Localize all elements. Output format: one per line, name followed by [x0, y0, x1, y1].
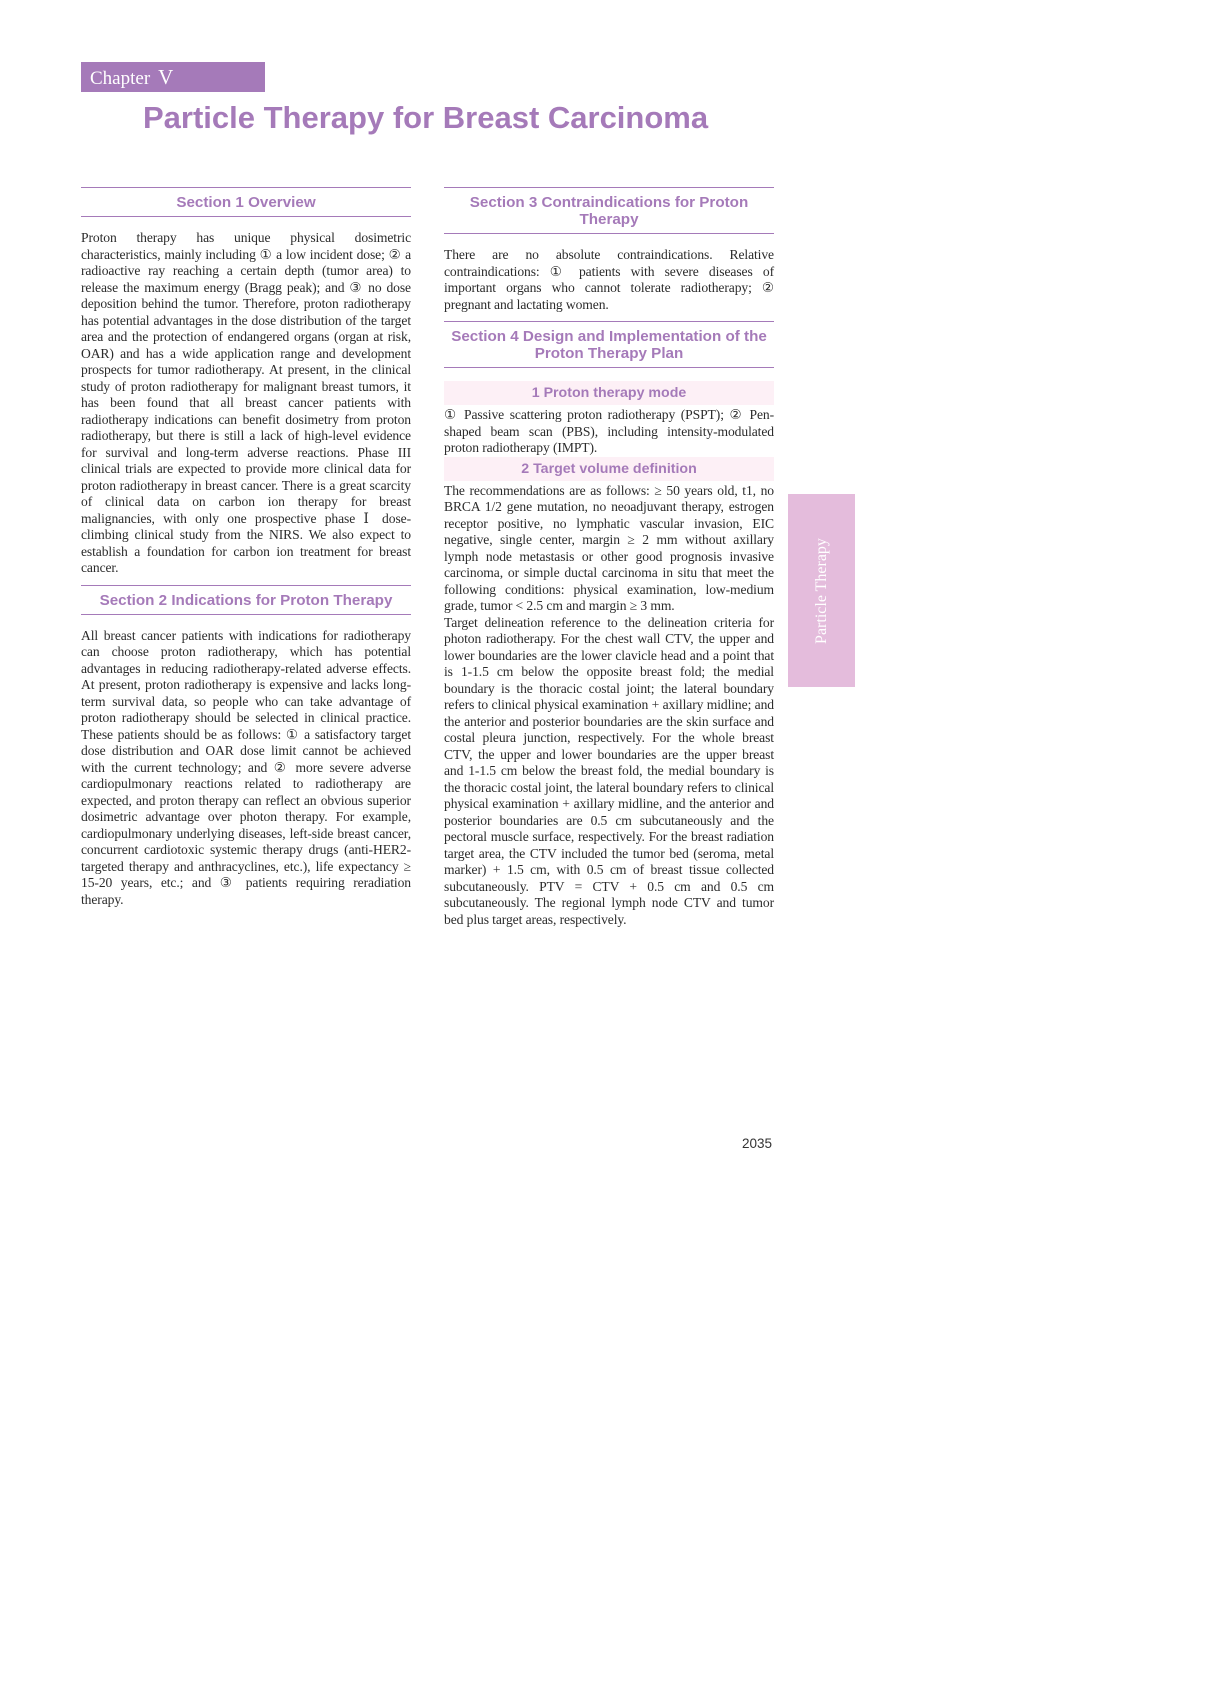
side-tab-label: Particle Therapy: [812, 537, 830, 644]
section-2-body: All breast cancer patients with indications for radiotherapy can choose proton radiotherapy, which has potential advantages in reducing radiotherapy-related adverse effects. At present, proton radiotherapy is expensive and lacks long-term survival data, so people who can take advantage of proton radiotherapy should be selected in clinical practice. These patients should be as follows: ① a satisfactory target dose distribution and OAR dose limit cannot be achieved with the current technology; and ② more severe adverse cardiopulmonary reactions related to radiotherapy are expected, and proton therapy can reflect an obvious superior dosimetric advantage over photon therapy. For example, cardiopulmonary underlying diseases, left-side breast cancer, concurrent cardiotoxic systemic therapy drugs (anti-HER2-targeted therapy and anthracyclines, etc.), life expectancy ≥ 15-20 years, etc.; and ③ patients requiring reradiation therapy.: [81, 627, 411, 907]
page-number: 2035: [742, 1136, 773, 1151]
page-title: Particle Therapy for Breast Carcinoma: [143, 100, 709, 135]
left-column: [81, 187, 411, 916]
subsection-2-body-2: Target delineation reference to the delineation criteria for photon radiotherapy. For the chest wall CTV, the upper and lower boundaries are the lower clavicle head and a point that is 1-1.5 cm below the opposite breast fold; the medial boundary is the thoracic costal joint; the lateral boundary refers to clinical physical examination + axillary midline; and the anterior and posterior boundaries are the skin surface and costal pleura junction, respectively. For the whole breast CTV, the upper and lower boundaries are the upper breast and 1-1.5 cm below the breast fold, the medial boundary is the thoracic costal joint, the lateral boundary refers to clinical physical examination + axillary midline, and the anterior and posterior boundaries are 0.5 cm subcutaneously and the pectoral muscle surface, respectively. For the breast radiation target area, the CTV included the tumor bed (seroma, metal marker) + 1.5 cm, with 0.5 cm of breast tissue collected subcutaneously. PTV = CTV + 0.5 cm and 0.5 cm subcutaneously. The regional lymph node CTV and tumor bed plus target areas, respectively.: [444, 614, 774, 927]
right-column: [444, 187, 774, 936]
section-1-body: Proton therapy has unique physical dosimetric characteristics, mainly including ① a low incident dose; ② a radioactive ray reaching a certain depth (tumor area) to release the maximum energy (Bragg peak); and ③ no dose deposition behind the tumor. Therefore, proton radiotherapy has potential advantages in the dose distribution of the target area and the protection of endangered organs (organ at risk, OAR) and has a wide application range and development prospects for tumor radiotherapy. At present, in the clinical study of proton radiotherapy for malignant breast tumors, it has been found that all breast cancer patients with radiotherapy indications can benefit dosimetry from proton radiotherapy, but there is still a lack of high-level evidence for survival and long-term adverse reactions. Phase III clinical trials are expected to provide more clinical data for proton radiotherapy in breast cancer. There is a great scarcity of clinical data on carbon ion therapy for breast malignancies, with only one prospective phase Ⅰ dose-climbing clinical study from the NIRS. We also expect to establish a foundation for carbon ion treatment for breast cancer.: [81, 230, 411, 575]
chapter-number: V: [158, 65, 174, 89]
section-1-heading: Section 1 Overview: [81, 187, 411, 217]
subsection-1-body: ① Passive scattering proton radiotherapy (PSPT); ② Pen-shaped beam scan (PBS), including intensity-modulated proton radiotherapy (IMPT).: [444, 407, 774, 455]
subsection-2-heading: 2 Target volume definition: [444, 457, 774, 481]
side-tab: [788, 494, 855, 687]
subsection-2-body-1: The recommendations are as follows: ≥ 50 years old, t1, no BRCA 1/2 gene mutation, no neoadjuvant therapy, estrogen receptor positive, no lymphatic vascular invasion, EIC negative, single center, margin ≥ 2 mm without axillary lymph node metastasis or other good prognosis invasive carcinoma, or simple ductal carcinoma in situ that meet the following conditions: physical examination, low-medium grade, tumor < 2.5 cm and margin ≥ 3 mm.: [444, 482, 774, 613]
section-4-heading: Section 4 Design and Implementation of the Proton Therapy Plan: [444, 321, 774, 368]
section-3-body: There are no absolute contraindications. Relative contraindications: ① patients with severe diseases of important organs who cannot tolerate radiotherapy; ② pregnant and lactating women.: [444, 247, 774, 312]
chapter-label: [81, 62, 265, 92]
subsection-1-heading: 1 Proton therapy mode: [444, 381, 774, 405]
section-2-heading: Section 2 Indications for Proton Therapy: [81, 585, 411, 615]
chapter-word: Chapter: [90, 68, 151, 89]
section-3-heading: Section 3 Contraindications for Proton Therapy: [444, 187, 774, 234]
